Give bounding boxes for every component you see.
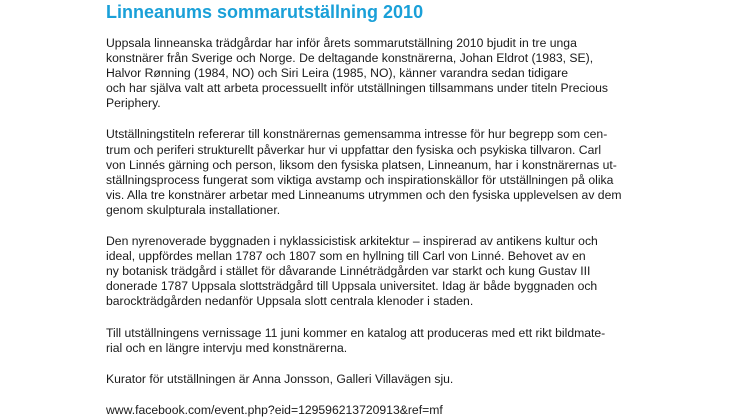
text-line: ny botanisk trädgård i stället för dåvarande Linnéträdgården var starkt och kung Gustav III <box>106 264 591 279</box>
text-line: von Linnés gärning och person, liksom den fysiska platsen, Linneanum, har i konstnärernas ut- <box>106 157 617 172</box>
text-line: Periphery. <box>106 96 161 111</box>
text-line: konstnärer från Sverige och Norge. De deltagande konstnärerna, Johan Eldrot (1983, SE), <box>106 51 594 66</box>
text-line: Uppsala linneanska trädgårdar har inför årets sommarutställning 2010 bjudit in tre unga <box>106 36 577 50</box>
text-line: vis. Alla tre konstnärer arbetar med Linneanums utrymmen och den fysiska upplevelsen av dem <box>106 187 622 202</box>
paragraph-intro <box>106 36 726 111</box>
paragraph-vernissage <box>106 326 726 356</box>
text-line: och har själva valt att arbeta processuellt inför utställningen tillsammans under titeln Precious <box>106 81 608 96</box>
text-line: rial och en längre intervju med konstnärerna. <box>106 340 348 355</box>
paragraph-title-explanation <box>106 127 726 218</box>
text-line: barockträdgården nedanför Uppsala slott centrala klenoder i staden. <box>106 294 474 309</box>
text-line: Halvor Rønning (1984, NO) och Siri Leira (1985, NO), känner varandra sedan tidigare <box>106 66 568 81</box>
text-line: ideal, uppfördes mellan 1787 och 1807 som en hyllning till Carl von Linné. Behovet av en <box>106 249 586 264</box>
text-line: Den nyrenoverade byggnaden i nyklassicistisk arkitektur – inspirerad av antikens kultur och <box>106 234 598 249</box>
page-title: Linneanums sommarutställning 2010 <box>106 2 424 22</box>
article-body <box>106 36 726 418</box>
text-line: Kurator för utställningen är Anna Jonsson, Galleri Villavägen sju. <box>106 371 454 386</box>
paragraph-curator <box>106 372 726 387</box>
text-line: trum och periferi strukturellt påverkar hur vi uppfattar den fysiska och psykiska tillvaron. Carl <box>106 142 602 157</box>
facebook-event-link[interactable]: www.facebook.com/event.php?eid=129596213720913&ref=mf <box>106 402 443 417</box>
text-line: ställningsprocess fungerat som viktiga avstamp och inspirationskällor för utställningen på olika <box>106 172 614 187</box>
text-line: Till utställningens vernissage 11 juni kommer en katalog att produceras med ett rikt bildmate- <box>106 325 606 340</box>
paragraph-building-history <box>106 234 726 309</box>
text-line: genom skulpturala installationer. <box>106 202 281 217</box>
text-line: donerade 1787 Uppsala slottsträdgård till Uppsala universitet. Idag är både byggnaden och <box>106 279 598 294</box>
text-line: Utställningstiteln refererar till konstnärernas gemensamma intresse för hur begrepp som cen- <box>106 127 608 142</box>
